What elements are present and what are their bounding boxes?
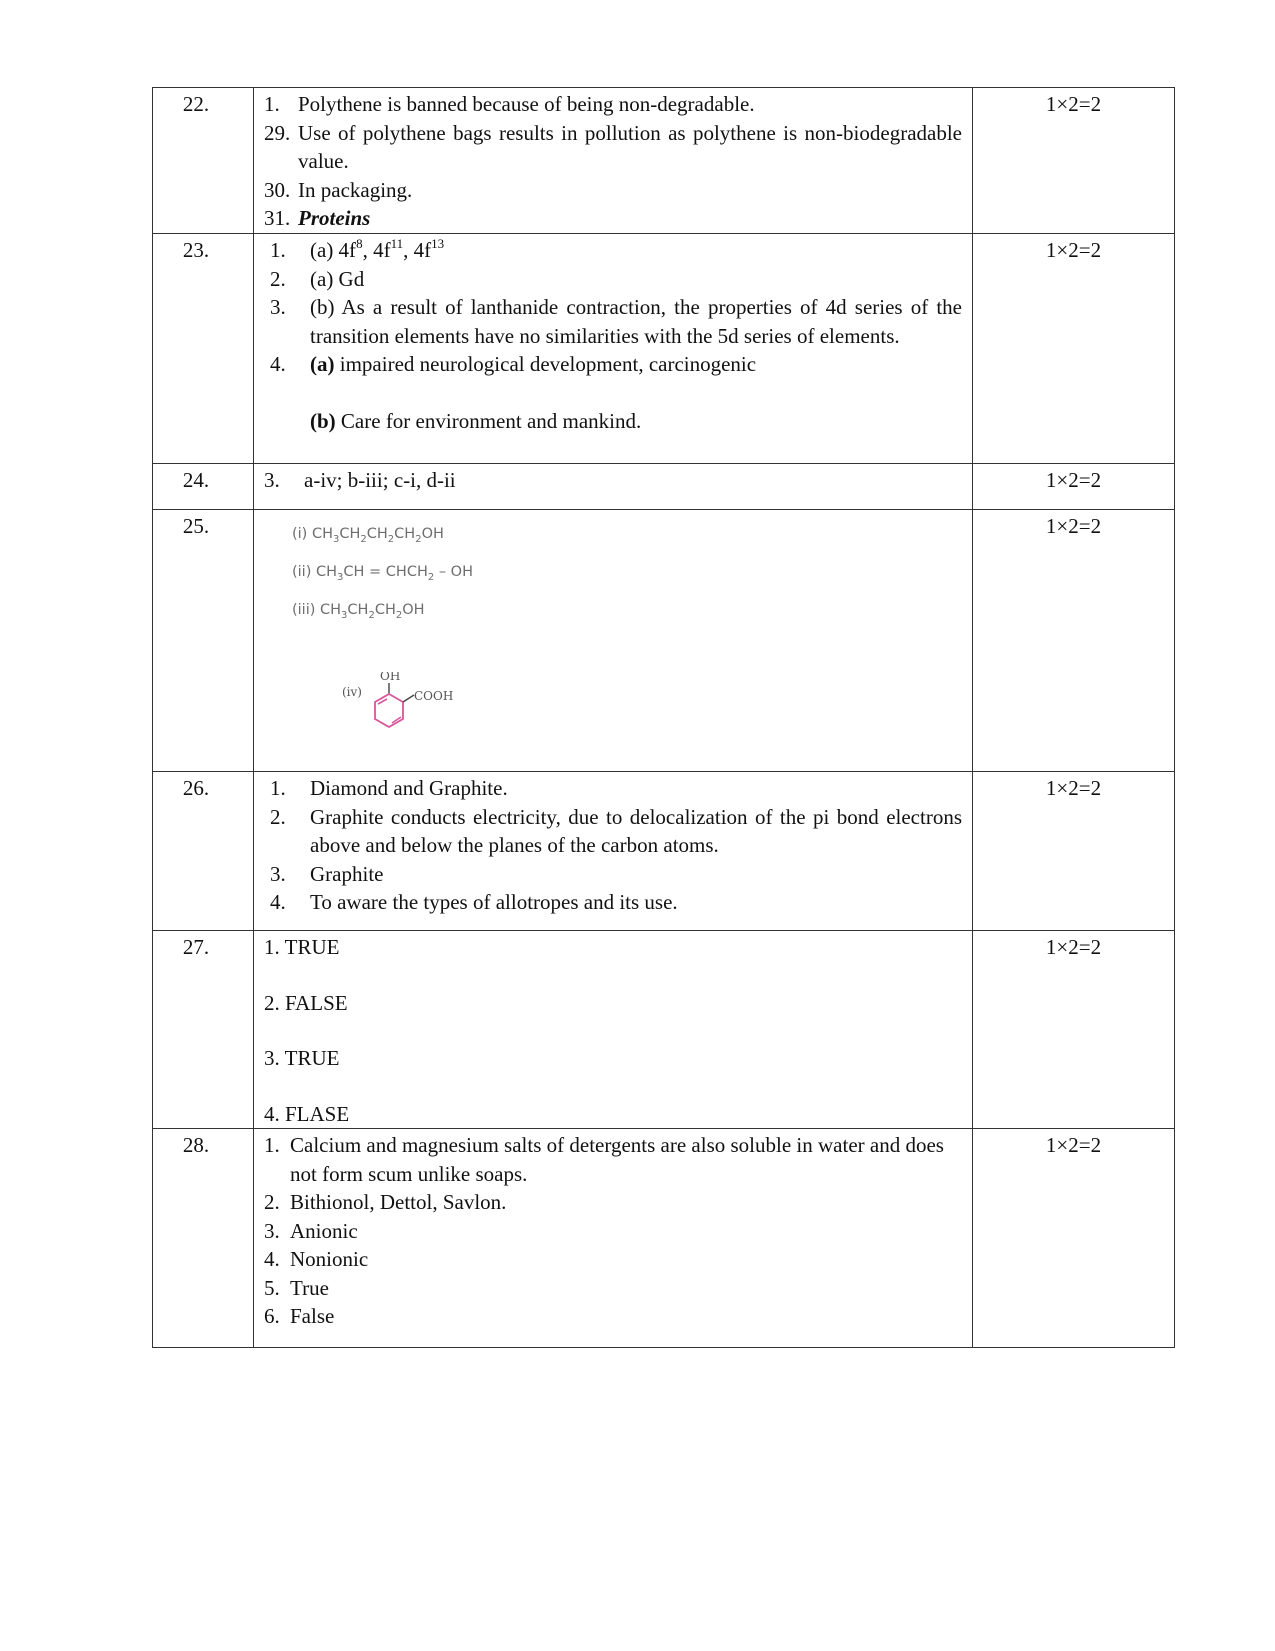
marks-cell bbox=[973, 234, 1175, 464]
list-item: 30. In packaging. bbox=[264, 177, 413, 202]
answer-cell bbox=[254, 931, 973, 1129]
table-row bbox=[153, 510, 1175, 772]
list-item: 4. Nonionic bbox=[264, 1247, 369, 1271]
list-item: 2. Graphite conducts electricity, due to delocalization of the pi bond electrons above and below the planes of the carbon atoms. bbox=[270, 804, 962, 857]
list-item: 3. TRUE bbox=[264, 1046, 340, 1070]
list-item: 3. a-iv; b-iii; c-i, d-ii bbox=[264, 468, 456, 492]
list-item: 29. Use of polythene bags results in pollution as polythene is non-biodegradable value. bbox=[264, 120, 962, 173]
answer-cell bbox=[254, 510, 973, 772]
marks-value: 1×2=2 bbox=[1045, 238, 1102, 262]
list-item: (b) Care for environment and mankind. bbox=[310, 408, 642, 433]
answer-list bbox=[264, 90, 962, 233]
salicylic-acid-structure bbox=[342, 672, 482, 744]
answer-cell bbox=[254, 234, 973, 464]
marks-value: 1×2=2 bbox=[1045, 468, 1102, 492]
table-row bbox=[153, 88, 1175, 234]
list-item: 4. (a) impaired neurological development, carcinogenic bbox=[270, 352, 757, 376]
answer-list bbox=[264, 1131, 962, 1331]
question-number: 23. bbox=[182, 238, 210, 262]
list-item: 1. (a) $4f^8$, $4f^{11}$, $4f^{13}$ bbox=[270, 236, 445, 262]
structure-label: (iv) bbox=[342, 684, 362, 699]
question-number-cell bbox=[153, 88, 254, 234]
list-item: 4. To aware the types of allotropes and its use. bbox=[270, 890, 678, 914]
marks-value: 1×2=2 bbox=[1045, 935, 1102, 959]
list-item: 1. Calcium and magnesium salts of detergents are also soluble in water and does not form scum unlike soaps. bbox=[264, 1133, 944, 1186]
chem-formula-iii: (iii) $CH_3CH_2CH_2OH$ bbox=[292, 601, 425, 621]
list-item-spacer bbox=[270, 379, 962, 407]
question-number-cell bbox=[153, 772, 254, 931]
list-item: 2. Bithionol, Dettol, Savlon. bbox=[264, 1190, 507, 1214]
chem-formula-i: (i) $CH_3CH_2CH_2CH_2OH$ bbox=[292, 526, 444, 545]
question-number-cell bbox=[153, 464, 254, 510]
list-item: 5. True bbox=[264, 1275, 329, 1300]
answer-cell bbox=[254, 464, 973, 510]
list-item: 2. (a) Gd bbox=[270, 266, 365, 291]
list-item: 3. (b) As a result of lanthanide contraction, the properties of 4d series of the transition elements have no similarities with the 5d series of elements. bbox=[270, 295, 962, 348]
question-number: 26. bbox=[182, 776, 210, 800]
question-number-cell bbox=[153, 931, 254, 1129]
table-row bbox=[153, 234, 1175, 464]
list-item: 1. Polythene is banned because of being non-degradable. bbox=[264, 92, 755, 116]
list-item: 1. Diamond and Graphite. bbox=[270, 776, 508, 800]
question-number-cell bbox=[153, 510, 254, 772]
list-item: 1. TRUE bbox=[264, 935, 340, 959]
marks-cell bbox=[973, 510, 1175, 772]
answer-cell bbox=[254, 772, 973, 931]
marks-value: 1×2=2 bbox=[1045, 776, 1102, 800]
answer-list bbox=[264, 466, 962, 495]
list-item: 4. FLASE bbox=[264, 1101, 350, 1126]
answer-key-table bbox=[152, 87, 1175, 1348]
marks-cell bbox=[973, 772, 1175, 931]
cooh-label: COOH bbox=[414, 688, 454, 703]
marks-cell bbox=[973, 931, 1175, 1129]
table-row bbox=[153, 772, 1175, 931]
marks-cell bbox=[973, 1129, 1175, 1348]
marks-value: 1×2=2 bbox=[1045, 1133, 1102, 1157]
list-item: 3. Graphite bbox=[270, 861, 384, 886]
marks-cell bbox=[973, 88, 1175, 234]
question-number: 22. bbox=[182, 92, 210, 116]
question-number-cell bbox=[153, 1129, 254, 1348]
table-row bbox=[153, 931, 1175, 1129]
oh-label: OH bbox=[380, 671, 401, 683]
marks-value: 1×2=2 bbox=[1045, 92, 1102, 116]
question-number: 25. bbox=[182, 514, 210, 538]
marks-value: 1×2=2 bbox=[1045, 514, 1102, 538]
list-item: 3. Anionic bbox=[264, 1218, 358, 1243]
question-number: 28. bbox=[182, 1133, 210, 1157]
question-number: 24. bbox=[182, 468, 210, 492]
question-number: 27. bbox=[182, 935, 210, 959]
answer-cell bbox=[254, 88, 973, 234]
answer-cell bbox=[254, 1129, 973, 1348]
table-row bbox=[153, 464, 1175, 510]
answer-list bbox=[264, 236, 962, 435]
table-row bbox=[153, 1129, 1175, 1348]
answer-list bbox=[264, 774, 962, 917]
chem-formula-ii: (ii) $CH_3CH$ = $CHCH_2$ – OH bbox=[292, 563, 474, 583]
list-item: 2. FALSE bbox=[264, 990, 348, 1015]
marks-cell bbox=[973, 464, 1175, 510]
question-number-cell bbox=[153, 234, 254, 464]
benzene-ring-icon bbox=[375, 694, 403, 727]
list-item: 6. False bbox=[264, 1304, 335, 1328]
list-item: 31. Proteins bbox=[264, 206, 371, 230]
